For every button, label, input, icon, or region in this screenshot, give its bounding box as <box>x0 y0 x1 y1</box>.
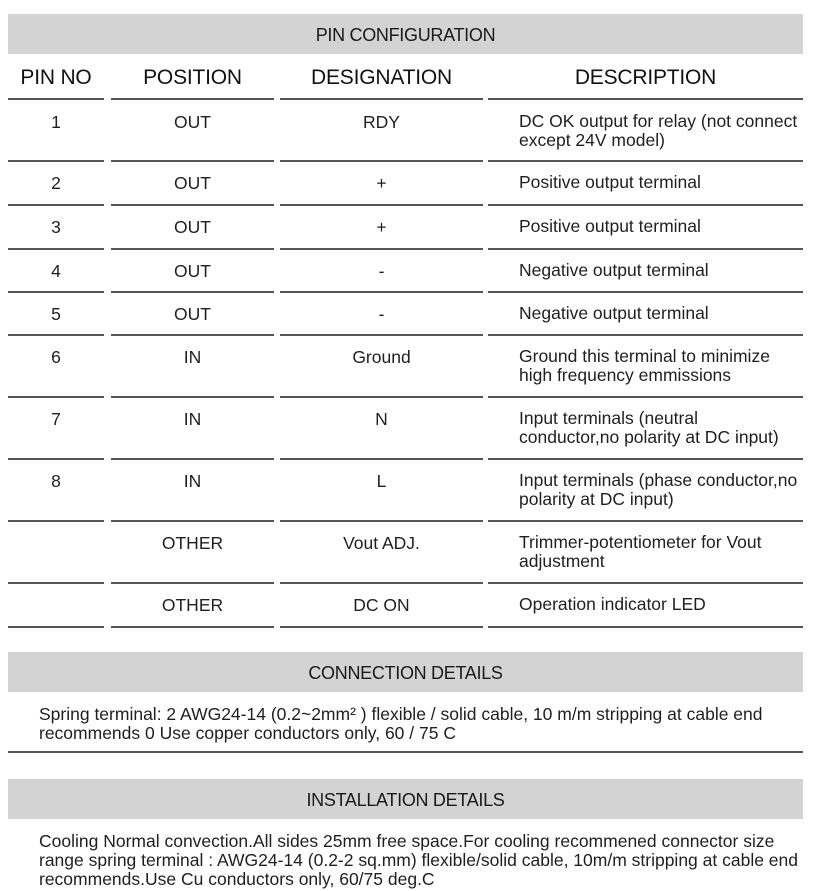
table-cell-designation: L <box>376 471 387 491</box>
row-divider <box>280 582 483 584</box>
row-divider <box>488 160 803 162</box>
row-divider <box>111 248 274 250</box>
table-cell-pin-no: 4 <box>51 261 61 281</box>
row-divider <box>488 582 803 584</box>
row-divider <box>488 248 803 250</box>
row-divider <box>111 626 274 628</box>
row-divider <box>280 520 483 522</box>
connection-details-title: CONNECTION DETAILS <box>8 652 803 692</box>
col-header-designation: DESIGNATION <box>280 60 483 100</box>
table-cell-position: IN <box>183 347 202 367</box>
row-divider <box>8 520 104 522</box>
table-cell-pin-no: 3 <box>51 217 61 237</box>
row-divider <box>488 458 803 460</box>
table-cell-position: IN <box>183 471 202 491</box>
row-divider <box>111 582 274 584</box>
row-divider <box>111 291 274 293</box>
table-cell-designation: - <box>378 261 385 281</box>
row-divider <box>111 334 274 336</box>
table-cell-position: OUT <box>174 217 211 237</box>
row-divider <box>111 520 274 522</box>
row-divider <box>280 248 483 250</box>
table-cell-description: Negative output terminal <box>519 260 709 280</box>
row-divider <box>488 334 803 336</box>
row-divider <box>8 160 104 162</box>
table-cell-position: OUT <box>174 112 211 132</box>
row-divider <box>8 334 104 336</box>
row-divider <box>488 626 803 628</box>
row-divider <box>8 582 104 584</box>
row-divider <box>488 204 803 206</box>
table-cell-designation: RDY <box>363 112 400 132</box>
table-cell-position: OTHER <box>161 533 224 553</box>
table-cell-designation: + <box>376 173 387 193</box>
row-divider <box>111 204 274 206</box>
row-divider <box>111 160 274 162</box>
row-divider <box>8 458 104 460</box>
table-cell-pin-no: 7 <box>51 409 61 429</box>
connection-details-text: Spring terminal: 2 AWG24-14 (0.2~2mm² ) flexible / solid cable, 10 m/m stripping at cable end recommends 0 Use copper conductors only, 60 / 75 C <box>39 704 763 743</box>
row-divider <box>280 291 483 293</box>
row-divider <box>280 334 483 336</box>
row-divider <box>488 520 803 522</box>
table-cell-pin-no: 5 <box>51 304 61 324</box>
table-cell-position: OUT <box>174 304 211 324</box>
table-cell-designation: + <box>376 217 387 237</box>
row-divider <box>111 396 274 398</box>
row-divider <box>8 248 104 250</box>
table-cell-description: DC OK output for relay (not connect except 24V model) <box>519 111 798 150</box>
table-cell-description: Input terminals (phase conductor,no polarity at DC input) <box>519 470 798 509</box>
col-header-pin-no: PIN NO <box>8 60 104 100</box>
row-divider <box>280 160 483 162</box>
table-cell-description: Negative output terminal <box>519 303 709 323</box>
table-cell-position: OUT <box>174 261 211 281</box>
table-cell-pin-no: 2 <box>51 173 61 193</box>
table-cell-pin-no: 6 <box>51 347 61 367</box>
row-divider <box>280 626 483 628</box>
row-divider <box>280 204 483 206</box>
col-header-position: POSITION <box>111 60 274 100</box>
col-header-description: DESCRIPTION <box>488 60 803 100</box>
table-cell-pin-no: 8 <box>51 471 61 491</box>
table-cell-description: Positive output terminal <box>519 172 701 192</box>
table-cell-pin-no: 1 <box>51 112 61 132</box>
row-divider <box>111 458 274 460</box>
row-divider <box>488 396 803 398</box>
row-divider <box>280 396 483 398</box>
table-cell-description: Input terminals (neutral conductor,no polarity at DC input) <box>519 408 779 447</box>
table-cell-description: Operation indicator LED <box>519 594 706 614</box>
connection-divider <box>8 751 803 753</box>
table-cell-description: Trimmer-potentiometer for Vout adjustment <box>519 532 762 571</box>
table-cell-position: OTHER <box>161 595 224 615</box>
table-cell-designation: DC ON <box>353 595 410 615</box>
row-divider <box>8 204 104 206</box>
table-cell-designation: Ground <box>352 347 411 367</box>
table-cell-designation: N <box>375 409 388 429</box>
installation-details-title: INSTALLATION DETAILS <box>8 779 803 819</box>
table-cell-position: OUT <box>174 173 211 193</box>
row-divider <box>280 458 483 460</box>
table-cell-designation: - <box>378 304 385 324</box>
installation-details-text: Cooling Normal convection.All sides 25mm free space.For cooling recommened connector size range spring terminal : AWG24-14 (0.2-2 sq.mm) flexible/solid cable, 10m/m stripping at cable end recommends.Use Cu conductors only, 60/75 deg.C <box>39 831 799 889</box>
row-divider <box>8 626 104 628</box>
table-cell-description: Ground this terminal to minimize high frequency emmissions <box>519 346 770 385</box>
table-cell-description: Positive output terminal <box>519 216 701 236</box>
table-cell-designation: Vout ADJ. <box>343 533 420 553</box>
row-divider <box>488 291 803 293</box>
row-divider <box>8 396 104 398</box>
table-cell-position: IN <box>183 409 202 429</box>
row-divider <box>8 291 104 293</box>
pin-configuration-title: PIN CONFIGURATION <box>8 14 803 54</box>
